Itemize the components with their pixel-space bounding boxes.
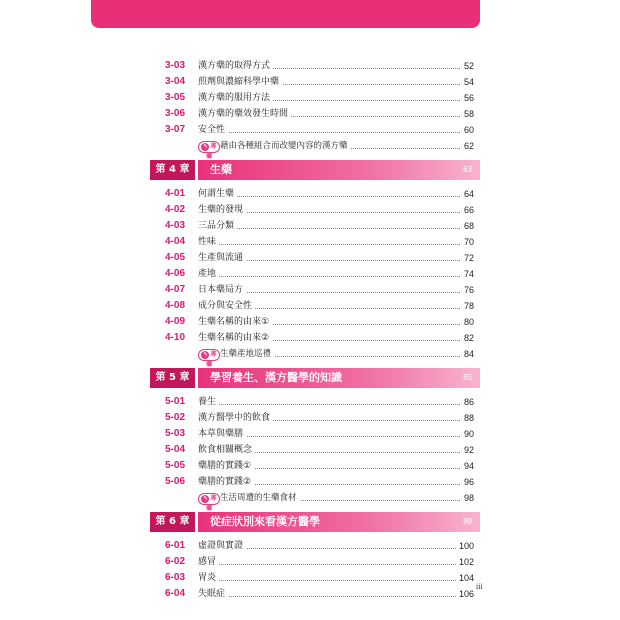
chapter-number: 第 5 章 <box>150 368 195 388</box>
entry-page-number: 52 <box>462 58 474 74</box>
entry-title: 生藥的發現 <box>198 202 246 218</box>
entry-title: 漢方醫學中的飲食 <box>198 410 273 426</box>
entry-title: 虛證與實證 <box>198 538 246 554</box>
entry-title: 本草與藥膳 <box>198 426 246 442</box>
entry-code: 4-07 <box>165 284 186 295</box>
toc-entry[interactable] <box>150 74 480 90</box>
toc-entry[interactable] <box>150 90 480 106</box>
entry-title: 漢方藥的服用方法 <box>198 90 273 106</box>
toc-entry[interactable] <box>150 426 480 442</box>
toc-entry[interactable] <box>150 538 480 554</box>
toc-entry[interactable] <box>150 250 480 266</box>
column-badge <box>198 493 220 512</box>
entry-code: 4-03 <box>165 220 186 231</box>
entry-title: 產地 <box>198 266 219 282</box>
toc-entry[interactable] <box>150 570 480 586</box>
entry-code: 5-04 <box>165 444 186 455</box>
entry-title: 養生 <box>198 394 219 410</box>
column-page-number: 62 <box>462 138 474 154</box>
entry-title: 藥膳的實踐② <box>198 474 254 490</box>
entry-page-number: 58 <box>462 106 474 122</box>
table-of-contents <box>150 58 480 602</box>
entry-title: 三品分類 <box>198 218 237 234</box>
entry-title: 漢方藥的藥效發生時間 <box>198 106 291 122</box>
entry-title: 飲食相關概念 <box>198 442 255 458</box>
chapter-bar <box>198 160 480 180</box>
entry-code: 5-02 <box>165 412 186 423</box>
toc-entry[interactable] <box>150 202 480 218</box>
entry-page-number: 80 <box>462 314 474 330</box>
dot-leader <box>198 276 460 277</box>
toc-entry[interactable] <box>150 282 480 298</box>
entry-title: 煎劑與濃縮科學中藥 <box>198 74 282 90</box>
entry-title: 日本藥局方 <box>198 282 246 298</box>
column-badge <box>198 349 220 368</box>
entry-code: 3-06 <box>165 108 186 119</box>
column-badge <box>198 141 220 160</box>
entry-page-number: 66 <box>462 202 474 218</box>
toc-entry[interactable] <box>150 186 480 202</box>
entry-title: 失眠症 <box>198 586 228 602</box>
entry-title: 性味 <box>198 234 219 250</box>
entry-title: 生藥名稱的由來② <box>198 330 272 346</box>
column-entry[interactable] <box>150 490 480 512</box>
entry-page-number: 70 <box>462 234 474 250</box>
entry-code: 6-03 <box>165 572 186 583</box>
entry-page-number: 86 <box>462 394 474 410</box>
toc-entry[interactable] <box>150 330 480 346</box>
toc-entry[interactable] <box>150 106 480 122</box>
entry-page-number: 92 <box>462 442 474 458</box>
entry-page-number: 104 <box>457 570 474 586</box>
entry-code: 4-01 <box>165 188 186 199</box>
entry-code: 5-05 <box>165 460 186 471</box>
entry-title: 感冒 <box>198 554 219 570</box>
chapter-heading[interactable] <box>150 160 480 180</box>
page-folio: iii <box>476 582 483 591</box>
entry-page-number: 90 <box>462 426 474 442</box>
pen-icon: ✎ <box>202 351 208 358</box>
dot-leader <box>198 564 460 565</box>
toc-entry[interactable] <box>150 410 480 426</box>
entry-page-number: 82 <box>462 330 474 346</box>
entry-title: 生藥名稱的由來① <box>198 314 272 330</box>
entry-page-number: 102 <box>457 554 474 570</box>
dot-leader <box>198 132 460 133</box>
toc-entry[interactable] <box>150 554 480 570</box>
chapter-page-number: 63 <box>463 165 472 174</box>
dot-leader <box>198 580 460 581</box>
entry-code: 5-03 <box>165 428 186 439</box>
entry-page-number: 72 <box>462 250 474 266</box>
chapter-heading[interactable] <box>150 368 480 388</box>
entry-title: 成分與安全性 <box>198 298 255 314</box>
chapter-heading[interactable] <box>150 512 480 532</box>
entry-page-number: 96 <box>462 474 474 490</box>
toc-entry[interactable] <box>150 394 480 410</box>
entry-page-number: 78 <box>462 298 474 314</box>
entry-title: 藥膳的實踐① <box>198 458 254 474</box>
toc-entry[interactable] <box>150 234 480 250</box>
entry-page-number: 56 <box>462 90 474 106</box>
entry-code: 4-09 <box>165 316 186 327</box>
entry-page-number: 64 <box>462 186 474 202</box>
dot-leader <box>198 196 460 197</box>
toc-entry[interactable] <box>150 586 480 602</box>
toc-entry[interactable] <box>150 58 480 74</box>
entry-code: 4-04 <box>165 236 186 247</box>
column-title: 生活周遭的生藥食材 <box>220 490 300 506</box>
entry-page-number: 60 <box>462 122 474 138</box>
entry-code: 4-08 <box>165 300 186 311</box>
toc-entry[interactable] <box>150 314 480 330</box>
column-entry[interactable] <box>150 138 480 160</box>
toc-entry[interactable] <box>150 298 480 314</box>
chapter-title: 生藥 <box>210 163 232 176</box>
toc-entry[interactable] <box>150 474 480 490</box>
chapter-number: 第 4 章 <box>150 160 195 180</box>
entry-code: 6-04 <box>165 588 186 599</box>
toc-entry[interactable] <box>150 218 480 234</box>
entry-page-number: 74 <box>462 266 474 282</box>
toc-entry[interactable] <box>150 458 480 474</box>
entry-code: 5-01 <box>165 396 186 407</box>
entry-code: 3-03 <box>165 60 186 71</box>
entry-code: 5-06 <box>165 476 186 487</box>
chapter-title: 從症狀別來看漢方醫學 <box>210 515 320 528</box>
dot-leader <box>198 404 460 405</box>
column-badge-label: 專 欄 <box>205 143 217 160</box>
dot-leader <box>198 228 460 229</box>
pen-icon: ✎ <box>202 143 208 150</box>
chapter-title: 學習養生、漢方醫學的知識 <box>210 371 342 384</box>
entry-code: 3-05 <box>165 92 186 103</box>
entry-page-number: 76 <box>462 282 474 298</box>
dot-leader <box>198 596 460 597</box>
chapter-number: 第 6 章 <box>150 512 195 532</box>
entry-code: 4-05 <box>165 252 186 263</box>
entry-code: 4-10 <box>165 332 186 343</box>
dot-leader <box>198 244 460 245</box>
entry-page-number: 88 <box>462 410 474 426</box>
entry-title: 何謂生藥 <box>198 186 237 202</box>
entry-page-number: 94 <box>462 458 474 474</box>
toc-entry[interactable] <box>150 266 480 282</box>
column-entry[interactable] <box>150 346 480 368</box>
entry-page-number: 100 <box>457 538 474 554</box>
entry-code: 3-07 <box>165 124 186 135</box>
chapter-page-number: 85 <box>463 373 472 382</box>
entry-code: 6-02 <box>165 556 186 567</box>
column-title: 生藥產地巡禮 <box>220 346 274 362</box>
entry-title: 漢方藥的取得方式 <box>198 58 273 74</box>
entry-page-number: 54 <box>462 74 474 90</box>
toc-entry[interactable] <box>150 442 480 458</box>
top-header-band <box>91 0 480 28</box>
chapter-page-number: 99 <box>463 517 472 526</box>
entry-page-number: 68 <box>462 218 474 234</box>
entry-code: 3-04 <box>165 76 186 87</box>
entry-title: 生產與流通 <box>198 250 246 266</box>
column-page-number: 98 <box>462 490 474 506</box>
entry-code: 6-01 <box>165 540 186 551</box>
column-page-number: 84 <box>462 346 474 362</box>
entry-page-number: 106 <box>457 586 474 602</box>
toc-entry[interactable] <box>150 122 480 138</box>
entry-title: 安全性 <box>198 122 228 138</box>
entry-title: 胃炎 <box>198 570 219 586</box>
column-badge-label: 專 欄 <box>205 495 217 512</box>
column-badge-label: 專 欄 <box>205 351 217 368</box>
column-title: 藉由各種組合而改變內容的漢方藥 <box>220 138 351 154</box>
entry-code: 4-06 <box>165 268 186 279</box>
pen-icon: ✎ <box>202 495 208 502</box>
entry-code: 4-02 <box>165 204 186 215</box>
